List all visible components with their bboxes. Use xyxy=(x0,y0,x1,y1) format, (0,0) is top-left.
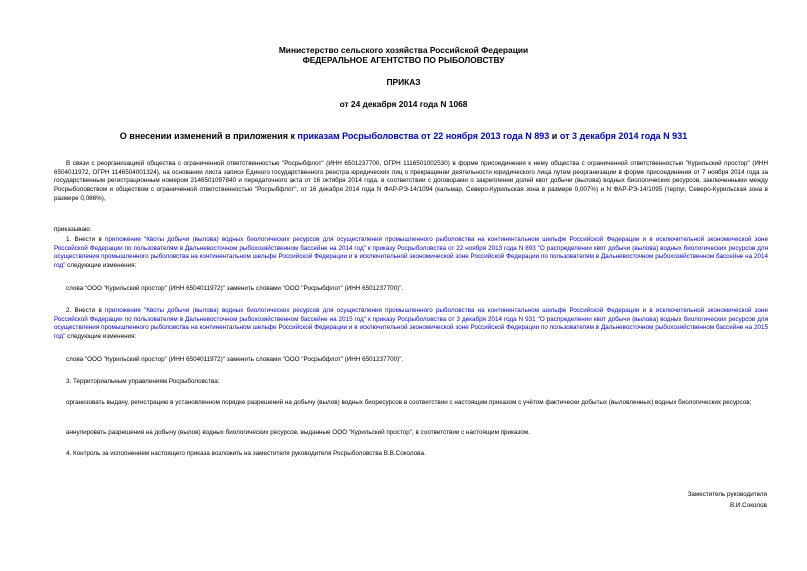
agency-name: ФЕДЕРАЛЬНОЕ АГЕНТСТВО ПО РЫБОЛОВСТВУ xyxy=(302,55,505,65)
item-4-paragraph: 4. Контроль за исполнением настоящего приказа возложить на заместителя руководителя Росрыболовства В.В.Соколова. xyxy=(66,450,426,457)
item-2-prefix: 2. Внести в xyxy=(66,307,106,314)
item-2-paragraph xyxy=(54,307,768,342)
item-1-prefix: 1. Внести в xyxy=(66,236,106,243)
ministry-name: Министерство сельского хозяйства Российской Федерации xyxy=(278,45,529,55)
title-middle: и xyxy=(549,131,560,141)
order-date: от 24 декабря 2014 года N 1068 xyxy=(339,99,468,109)
item-3-point-b: аннулировать разрешения на добычу (вылов) водных биологических ресурсов, выданные ООО "Курильский простор", в соответствии с настоящим приказом. xyxy=(66,429,530,436)
signature-position: Заместитель руководителя xyxy=(687,491,767,498)
title-link-order-931[interactable]: от 3 декабря 2014 года N 931 xyxy=(559,131,688,141)
item-2-suffix: следующие изменения: xyxy=(65,333,137,341)
item-1-link[interactable]: приложение "Квоты добычи (вылова) водных биологических ресурсов для осуществления промышленного рыболовства на континентальном шельфе Российской Федерации и в исключительной экономической зоне Российской Федерации по пользователям в Дальневосточном рыбохозяйственном бассейне на 2014 год" к приказу Росрыболовства от 22 ноября 2013 года N 893 "О распределении квот добычи (вылова) водных биологических ресурсов для осуществления промышленного рыболовства на континентальном шельфе Российской Федерации и в исключительной экономической зоне Российской Федерации по пользователям в Дальневосточном рыбохозяйственном бассейне на 2014 год" xyxy=(54,236,768,270)
preamble-paragraph: В связи с реорганизацией общества с ограниченной ответственностью "Росрыбфлот" (ИНН 6501237700, ОГРН 1116501002530) в форме присоединения к нему общества с ограниченной ответственностью "Курильский простор" (ИНН 6504011972, ОГРН 1146504001324), на основании листа записи Единого государственного реестра юридических лиц о прекращении деятельности юридического лица путем реорганизации в форме присоединения от 7 ноября 2014 года за государственным регистрационным номером 2146501097840 и передаточного акта от 16 октября 2014 года, в соответствии с договорами о закреплении долей квот добычи (вылова) водных биологических ресурсов, заключенными между Росрыболовством и обществом с ограниченной ответственностью "Росрыбфлот", от 16 декабря 2014 года N ФАР-РЭ-14/1094 (кальмар, Северо-Курильская зона в размере 0,007%) и N ФАР-РЭ-14/1095 (терпуг, Северо-Курильская зона в размере 0,086%), xyxy=(54,160,768,202)
signature-name: В.И.Соколов xyxy=(729,502,767,509)
item-1-replace: слова "ООО "Курильский простор" (ИНН 6504011972)" заменить словами "ООО "Росрыбфлот" (ИНН 6501237700)". xyxy=(66,285,404,292)
item-3-point-a: организовать выдачу, регистрацию в установленном порядке разрешений на добычу (вылов) водных биоресурсов в соответствии с настоящим приказом с учётом фактически добытых (выловленных) водных биологических ресурсов; xyxy=(66,399,752,406)
item-1-paragraph xyxy=(54,236,768,271)
document-header xyxy=(0,45,807,65)
item-2-link[interactable]: приложение "Квоты добычи (вылова) водных биологических ресурсов для осуществления промышленного рыболовства на континентальном шельфе Российской Федерации и в исключительной экономической зоне Российской Федерации по пользователям в Дальневосточном рыбохозяйственном бассейне на 2015 год" к приказу Росрыболовства от 3 декабря 2014 года N 931 "О распределении квот добычи (вылова) водных биологических ресурсов для осуществления промышленного рыболовства на континентальном шельфе Российской Федерации и в исключительной экономической зоне Российской Федерации по пользователям в Дальневосточном рыбохозяйственном бассейне на 2015 год" xyxy=(54,307,768,341)
order-word: ПРИКАЗ xyxy=(386,77,421,87)
item-3-heading: 3. Территориальным управлениям Росрыболовства: xyxy=(66,378,220,385)
item-2-replace: слова "ООО "Курильский простор" (ИНН 6504011972)" заменить словами "ООО "Росрыбфлот" (ИНН 6501237700)". xyxy=(66,356,404,363)
title-link-order-893[interactable]: приказам Росрыболовства от 22 ноября 2013 года N 893 xyxy=(297,131,550,141)
document-title xyxy=(0,131,807,142)
item-1-suffix: следующие изменения: xyxy=(65,262,137,270)
order-lead: приказываю: xyxy=(54,226,92,233)
title-prefix: О внесении изменений в приложения к xyxy=(119,131,298,141)
